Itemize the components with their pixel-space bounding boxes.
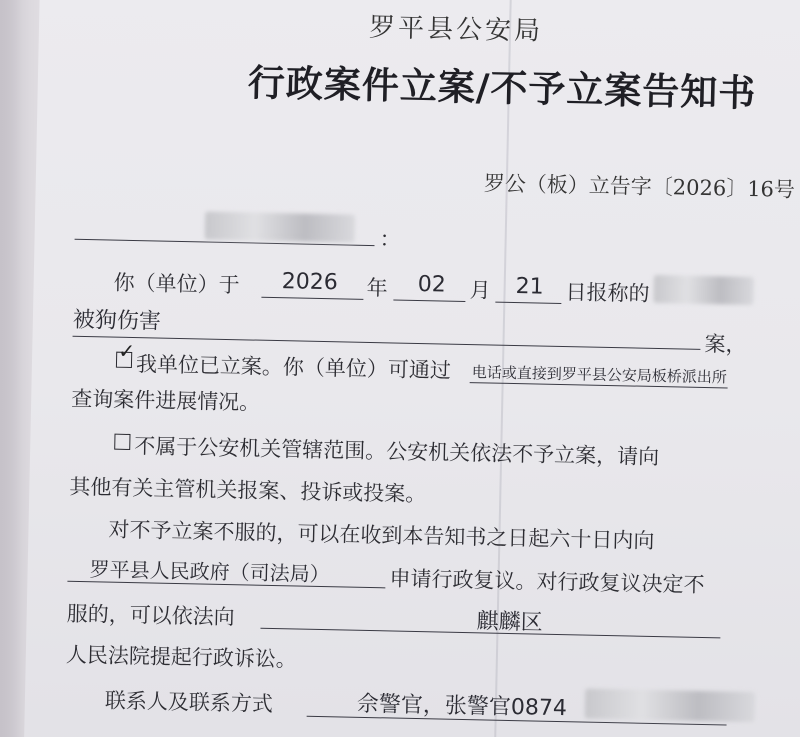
case-suffix: 案， <box>704 331 747 357</box>
case-name: 被狗伤害 <box>72 307 162 335</box>
issuing-organization: 罗平县公安局 <box>368 12 544 47</box>
check-mark-icon: ✓ <box>118 338 136 364</box>
filed-text: 我单位已立案。你（单位）可通过 <box>135 352 452 383</box>
not-filed-text-2: 其他有关主管机关报案、投诉或投案。 <box>69 474 427 507</box>
filed-text-2: 查询案件进展情况。 <box>70 386 261 415</box>
report-prefix: 你（单位）于 <box>113 270 240 298</box>
appeal-text-4: 人民法院提起行政诉讼。 <box>65 642 298 672</box>
redacted-reporter <box>653 275 754 305</box>
appeal-text-1: 对不予立案不服的，可以在收到本告知书之日起六十日内向 <box>108 517 655 553</box>
court-district: 麒麟区 <box>476 609 543 636</box>
not-filed-checkbox[interactable] <box>114 434 130 450</box>
day-unit: 日报称的 <box>565 280 650 306</box>
document-title: 行政案件立案/不予立案告知书 <box>247 61 757 116</box>
addressee-colon: ： <box>379 227 401 252</box>
not-filed-text: 不属于公安机关管辖范围。公安机关依法不予立案，请向 <box>134 434 660 470</box>
month-unit: 月 <box>469 278 491 303</box>
filed-method: 电话或直接到罗平县公安局板桥派出所 <box>471 363 728 387</box>
contact-value: 佘警官，张警官0874 <box>356 691 568 722</box>
appeal-agency: 罗平县人民政府（司法局） <box>89 557 330 587</box>
redacted-phone <box>585 689 756 723</box>
report-year: 2026 <box>281 269 338 296</box>
year-unit: 年 <box>366 275 388 301</box>
contact-label: 联系人及联系方式 <box>104 688 274 717</box>
year-underline <box>261 297 363 300</box>
photo-edge-shadow <box>0 0 22 737</box>
document-number: 罗公（板）立告字〔2026〕16号 <box>483 171 796 202</box>
appeal-text-2: 申请行政复议。对行政复议决定不 <box>389 566 705 598</box>
report-month: 02 <box>417 271 446 298</box>
month-underline <box>393 299 465 302</box>
notice-paper <box>23 0 800 737</box>
redacted-addressee <box>205 212 356 243</box>
appeal-text-3: 服的，可以依法向 <box>66 601 235 630</box>
report-day: 21 <box>515 274 544 300</box>
